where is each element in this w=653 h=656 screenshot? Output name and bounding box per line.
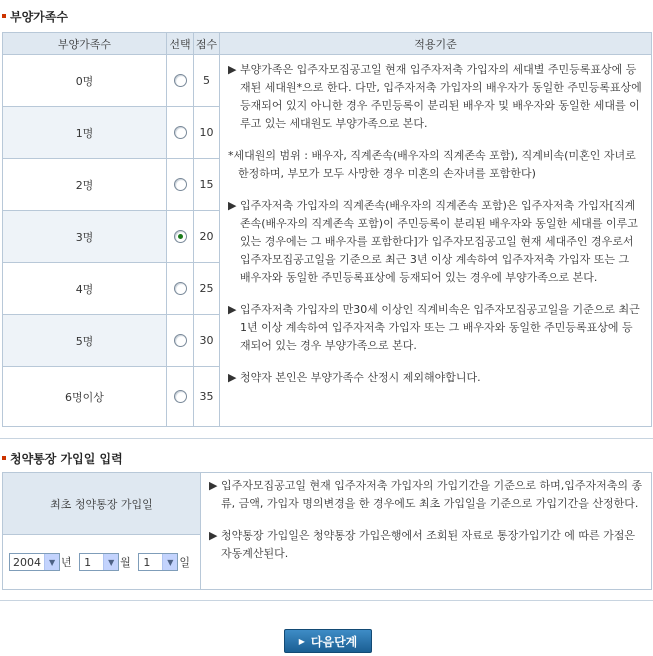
criteria-para-3: ▶ 입주자저축 가입자의 직계존속(배우자의 직계존속 포함)은 입주자저축 가입자[직계존속(배우자의 직계존속 포함)이 주민등록이 분리된 배우자와 동일한 세대를 이루고 있는 경우에는 그 배우자를 포함한다]가 입주자모집공고일 현재 세대주인 경우로서 입주자모집공고일을 기준으로 최근 3년 이상 계속하여 입주자저축 가입자 또는 그 배우자와 동일한 주민등록표상에 등재되어 있는 경우에 부양가족으로 본다. — [228, 199, 638, 284]
chevron-down-icon: ▼ — [44, 554, 59, 570]
section-title-account-date — [0, 446, 123, 470]
section-title-text: 부양가족수 — [10, 9, 68, 24]
score-value: 5 — [194, 55, 220, 107]
score-value: 15 — [194, 159, 220, 211]
section-title-text: 청약통장 가입일 입력 — [10, 451, 123, 466]
section-divider — [0, 438, 653, 439]
dependent-count-label: 1명 — [3, 107, 167, 159]
next-step-label: 다음단계 — [310, 634, 358, 649]
dependents-table — [2, 32, 652, 427]
chevron-down-icon: ▼ — [162, 554, 177, 570]
criteria-para-2: *세대원의 범위 : 배우자, 직계존속(배우자의 직계존속 포함), 직계비속(미혼인 자녀로 한정하며, 부모가 모두 사망한 경우 미혼의 손자녀를 포함한다) — [228, 149, 636, 180]
score-value: 25 — [194, 263, 220, 315]
month-select[interactable] — [79, 553, 119, 571]
account-note-2: ▶ 청약통장 가입일은 청약통장 가입은행에서 조회된 자료로 통장가입기간 에 따른 가점은 자동계산된다. — [209, 529, 635, 560]
chevron-down-icon: ▼ — [103, 554, 118, 570]
header-count: 부양가족수 — [3, 33, 167, 55]
radio-3[interactable] — [174, 230, 187, 243]
dependent-count-label: 5명 — [3, 315, 167, 367]
score-value: 30 — [194, 315, 220, 367]
criteria-para-5: ▶ 청약자 본인은 부양가족수 산정시 제외해야합니다. — [228, 371, 481, 384]
criteria-para-4: ▶ 입주자저축 가입자의 만30세 이상인 직계비속은 입주자모집공고일을 기준으로 최근 1년 이상 계속하여 입주자저축 가입자 또는 그 배우자와 동일한 주민등록표상에 등재되어 있는 경우 부양가족으로 본다. — [228, 303, 640, 352]
table-header-row — [3, 33, 652, 55]
dependent-count-label: 2명 — [3, 159, 167, 211]
year-unit: 년 — [61, 556, 72, 569]
score-value: 10 — [194, 107, 220, 159]
radio-6[interactable] — [174, 390, 187, 403]
account-notes-cell — [201, 473, 652, 590]
criteria-para-1: ▶ 부양가족은 입주자모집공고일 현재 입주자저축 가입자의 세대별 주민등록표상에 등재된 세대원*으로 한다. 다만, 입주자저축 가입자의 배우자가 동일한 주민등록표상에 등재되어 있지 아니한 경우 주민등록이 분리된 배우자 및 배우자와 동일한 세대를 이루고 있는 세대원도 부양가족으로 본다. — [228, 63, 642, 130]
year-select[interactable] — [9, 553, 60, 571]
play-arrow-icon: ▶ — [298, 636, 305, 646]
score-value: 35 — [194, 367, 220, 427]
account-date-table — [2, 472, 652, 590]
month-value: 1 — [84, 555, 92, 569]
bullet-icon — [2, 456, 6, 460]
radio-5[interactable] — [174, 334, 187, 347]
year-value: 2004 — [13, 555, 42, 569]
criteria-cell — [220, 55, 652, 427]
dependent-count-label: 3명 — [3, 211, 167, 263]
dependent-count-label: 4명 — [3, 263, 167, 315]
radio-4[interactable] — [174, 282, 187, 295]
header-select: 선택 — [167, 33, 194, 55]
dependent-count-label: 0명 — [3, 55, 167, 107]
day-value: 1 — [143, 555, 151, 569]
radio-1[interactable] — [174, 126, 187, 139]
radio-0[interactable] — [174, 74, 187, 87]
bullet-icon — [2, 14, 6, 18]
next-step-button[interactable] — [284, 629, 372, 653]
account-date-selectors — [3, 535, 201, 590]
month-unit: 월 — [120, 556, 131, 569]
dependent-count-label: 6명이상 — [3, 367, 167, 427]
header-score: 점수 — [194, 33, 220, 55]
table-row — [3, 55, 652, 107]
section-divider — [0, 600, 653, 601]
account-date-label: 최초 청약통장 가입일 — [3, 473, 201, 535]
day-select[interactable] — [138, 553, 178, 571]
section-title-dependents — [0, 4, 68, 28]
radio-2[interactable] — [174, 178, 187, 191]
score-value: 20 — [194, 211, 220, 263]
day-unit: 일 — [179, 556, 190, 569]
account-note-1: ▶ 입주자모집공고일 현재 입주자저축 가입자의 가입기간을 기준으로 하며,입주자저축의 종류, 금액, 가입자 명의변경을 한 경우에도 최초 가입일을 기준으로 가입기간을 산정한다. — [209, 479, 643, 510]
header-criteria: 적용기준 — [220, 33, 652, 55]
